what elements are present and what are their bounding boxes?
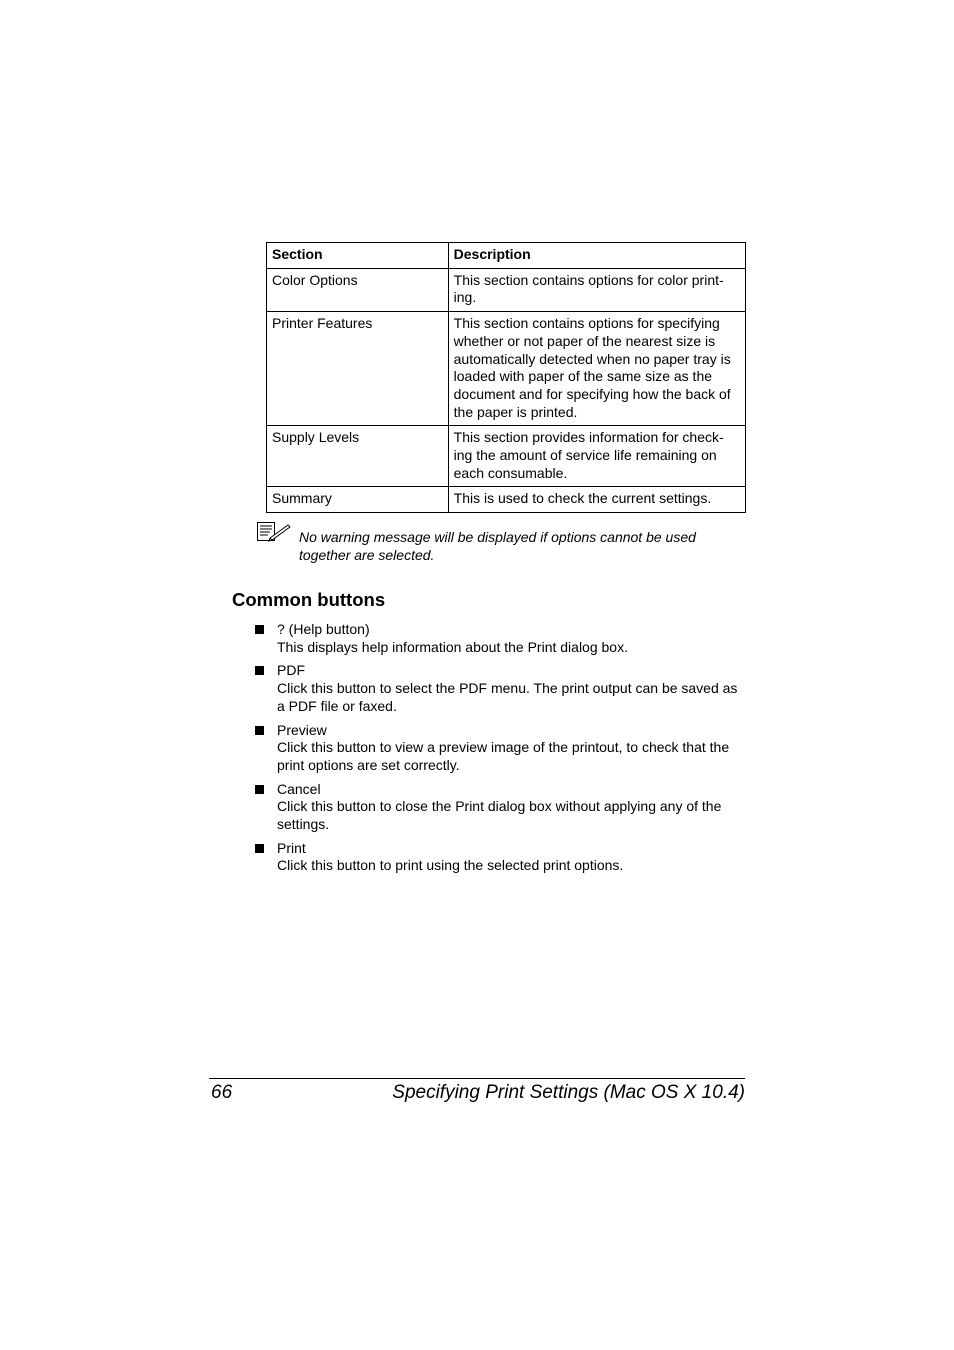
item-name: Preview (277, 721, 327, 738)
item-description: Click this button to print using the selected print options. (277, 857, 624, 874)
section-cell: Summary (267, 487, 449, 513)
description-cell: This is used to check the current settings. (448, 487, 745, 513)
item-description: Click this button to select the PDF menu. The print output can be saved as a PDF file or faxed. (277, 680, 738, 714)
item-description: This displays help information about the Print dialog box. (277, 638, 628, 655)
note-pencil-icon (255, 520, 291, 544)
list-item (254, 722, 749, 775)
item-name: Print (277, 839, 306, 856)
bullet-icon (255, 785, 264, 794)
footer-divider (209, 1078, 745, 1079)
list-item (254, 662, 749, 715)
list-item (254, 781, 749, 834)
bullet-icon (255, 844, 264, 853)
item-description: Click this button to close the Print dialog box without applying any of the settings. (277, 798, 722, 833)
bullet-icon (255, 625, 264, 634)
section-cell: Color Options (267, 268, 449, 311)
buttons-list (254, 621, 749, 881)
list-item (254, 840, 749, 875)
item-name: Cancel (277, 780, 321, 797)
description-cell: This section contains options for color print- ing. (448, 268, 745, 311)
bullet-icon (255, 666, 264, 675)
section-cell: Printer Features (267, 312, 449, 426)
section-cell: Supply Levels (267, 426, 449, 487)
note-text: No warning message will be displayed if options cannot be used together are selected. (299, 529, 696, 563)
table-row (267, 312, 746, 426)
section-heading: Common buttons (232, 589, 386, 610)
footer-title: Specifying Print Settings (Mac OS X 10.4) (392, 1082, 745, 1103)
bullet-icon (255, 726, 264, 735)
description-cell: This section provides information for check- ing the amount of service life remaining on each consumable. (448, 426, 745, 487)
description-cell: This section contains options for specifying whether or not paper of the nearest size is automatically detected when no paper tray is loaded with paper of the same size as the document and for specifying how the back of the paper is printed. (448, 312, 745, 426)
table-row (267, 426, 746, 487)
item-name: PDF (277, 662, 305, 679)
item-name: ? (Help button) (277, 621, 370, 637)
list-item (254, 621, 749, 656)
table-row (267, 487, 746, 513)
page-number: 66 (211, 1082, 233, 1103)
column-header-description: Description (448, 243, 745, 269)
item-description: Click this button to view a preview image of the printout, to check that the print options are set correctly. (277, 739, 730, 773)
table-row (267, 268, 746, 311)
table-header-row (267, 243, 746, 269)
sections-table (266, 242, 746, 513)
column-header-section: Section (267, 243, 449, 269)
